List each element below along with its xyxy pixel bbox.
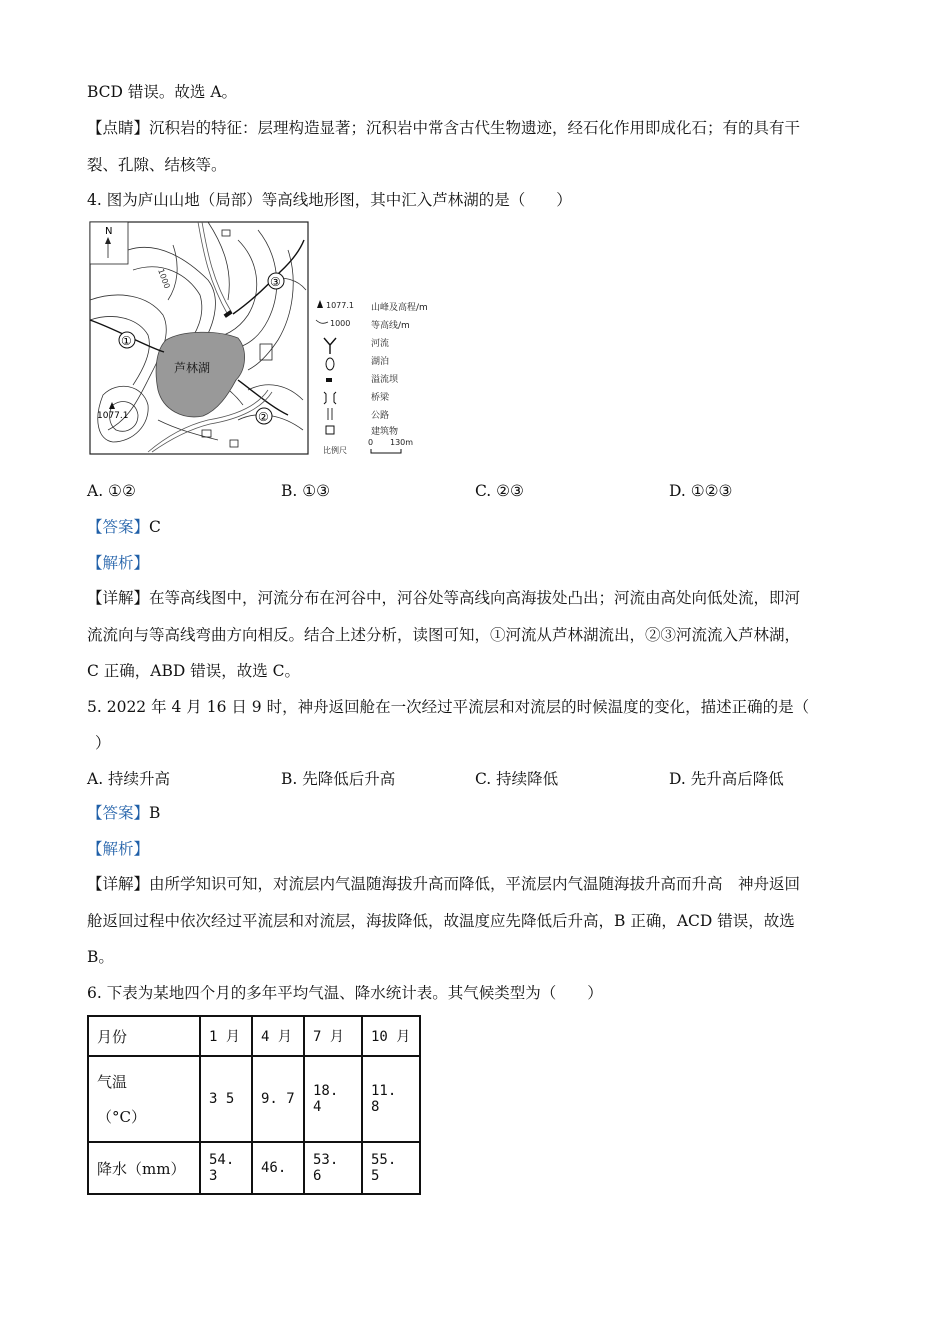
q4-answer — [87, 517, 161, 537]
q5-stem-line-1: 5. 2022 年 4 月 16 日 9 时，神舟返回舱在一次经过平流层和对流层的时候温度的变化，描述正确的是（ — [87, 698, 810, 716]
legend-peak-value: 1077.1 — [326, 301, 354, 310]
legend-scale-label: 比例尺 — [323, 446, 347, 455]
legend-scale-bar — [371, 449, 401, 453]
temp-label-line-2: （°C） — [97, 1108, 146, 1126]
q5-option-c: C. 持续降低 — [475, 770, 559, 788]
legend-item-4: 溢流坝 — [371, 375, 399, 385]
q4-option-c: C. ②③ — [475, 482, 524, 500]
legend-lake-icon — [326, 358, 334, 370]
table-row — [88, 1142, 420, 1194]
q5-option-a: A. 持续升高 — [87, 770, 171, 788]
q4-option-a: A. ①② — [87, 482, 136, 500]
table-cell: 1 月 — [200, 1016, 252, 1056]
table-cell: 55. 5 — [362, 1142, 420, 1194]
q5-answer-tag: 【答案】 — [87, 804, 150, 822]
q5-detail-line-1: 【详解】由所学知识可知，对流层内气温随海拔升高而降低，平流层内气温随海拔升高而升高 神舟返回 — [87, 875, 801, 893]
q5-option-b: B. 先降低后升高 — [281, 770, 396, 788]
legend-road-icon — [328, 408, 332, 420]
legend-river-icon — [324, 338, 336, 354]
q5-detail-line-2: 舱返回过程中依次经过平流层和对流层，海拔降低，故温度应先降低后升高，B 正确，ACD 错误，故选 — [87, 912, 795, 930]
q4-detail-tag: 【详解】 — [87, 589, 150, 607]
q4-stem: 4. 图为庐山山地（局部）等高线地形图，其中汇入芦林湖的是（ ） — [87, 191, 572, 209]
note-tag: 【点睛】 — [87, 119, 150, 137]
q6-stem: 6. 下表为某地四个月的多年平均气温、降水统计表。其气候类型为（ ） — [87, 984, 603, 1002]
table-cell: 11. 8 — [362, 1056, 420, 1142]
map-legend — [316, 300, 428, 455]
marker-3-label: ③ — [270, 275, 281, 289]
q4-detail-line-3: C 正确，ABD 错误，故选 C。 — [87, 662, 301, 680]
q5-detail-line-3: B。 — [87, 948, 114, 966]
table-cell: 降水（mm） — [88, 1142, 200, 1194]
marker-1-label: ① — [121, 334, 132, 348]
q5-answer — [87, 803, 160, 823]
table-cell: 18. 4 — [304, 1056, 362, 1142]
note-line-1: 【点睛】沉积岩的特征：层理构造显著；沉积岩中常含古代生物遗迹，经石化作用即成化石；有的具有干 — [87, 119, 801, 137]
legend-building-icon — [326, 426, 334, 434]
legend-bridge-icon — [324, 392, 336, 404]
peak-label: 1077.1 — [97, 411, 129, 421]
climate-table — [87, 1015, 421, 1195]
north-label: N — [105, 226, 113, 237]
legend-dam-icon — [326, 378, 332, 382]
table-cell: 54. 3 — [200, 1142, 252, 1194]
contour-map — [88, 220, 448, 460]
legend-item-2: 河流 — [371, 339, 390, 349]
table-cell: 53. 6 — [304, 1142, 362, 1194]
table-cell — [88, 1056, 200, 1142]
legend-contour-value: 1000 — [330, 319, 351, 328]
table-cell: 月份 — [88, 1016, 200, 1056]
table-cell: 46. — [252, 1142, 304, 1194]
q4-answer-tag: 【答案】 — [87, 518, 150, 536]
q4-detail-line-1: 【详解】在等高线图中，河流分布在河谷中，河谷处等高线向高海拔处凸出；河流由高处向低处流，即河 — [87, 589, 801, 607]
table-row — [88, 1056, 420, 1142]
legend-item-1: 等高线/m — [371, 321, 410, 331]
q5-analysis-tag: 【解析】 — [87, 840, 150, 858]
table-cell: 3 5 — [200, 1056, 252, 1142]
legend-item-3: 湖泊 — [371, 357, 390, 367]
legend-scale-zero: 0 — [368, 438, 374, 447]
legend-item-7: 建筑物 — [371, 427, 399, 437]
table-cell: 10 月 — [362, 1016, 420, 1056]
legend-scale-value: 130m — [390, 438, 414, 447]
q4-option-d: D. ①②③ — [669, 482, 733, 500]
q4-detail-line-2: 流流向与等高线弯曲方向相反。结合上述分析，读图可知，①河流从芦林湖流出，②③河流流入芦林湖， — [87, 626, 801, 644]
legend-peak-icon — [317, 300, 323, 308]
legend-contour-icon — [316, 320, 328, 323]
table-cell: 4 月 — [252, 1016, 304, 1056]
table-cell: 7 月 — [304, 1016, 362, 1056]
legend-item-0: 山峰及高程/m — [371, 303, 428, 313]
table-cell: 9. 7 — [252, 1056, 304, 1142]
note-line-2: 裂、孔隙、结核等。 — [87, 156, 227, 174]
contour-label: 1000 — [156, 267, 172, 290]
lake-label: 芦林湖 — [174, 361, 211, 375]
temp-label-line-1: 气温 — [97, 1073, 128, 1091]
q5-stem-line-2: ） — [95, 734, 111, 752]
legend-item-5: 桥梁 — [371, 393, 390, 403]
q4-answer-value: C — [149, 518, 161, 536]
q5-answer-value: B — [149, 804, 161, 822]
marker-2-label: ② — [258, 410, 269, 424]
legend-item-6: 公路 — [371, 411, 390, 421]
q4-option-b: B. ①③ — [281, 482, 331, 500]
prev-answer-tail: BCD 错误。故选 A。 — [87, 83, 238, 101]
q5-detail-tag: 【详解】 — [87, 875, 150, 893]
q5-option-d: D. 先升高后降低 — [669, 770, 784, 788]
table-row — [88, 1016, 420, 1056]
q4-analysis-tag: 【解析】 — [87, 554, 150, 572]
